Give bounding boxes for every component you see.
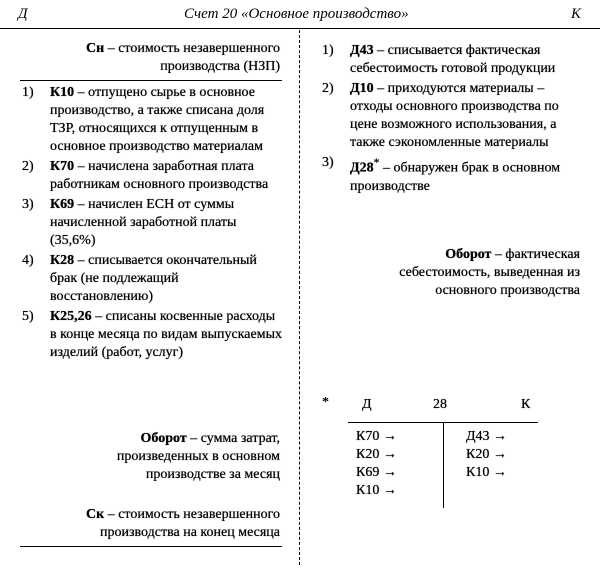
header-rule	[0, 28, 600, 29]
left-items	[22, 84, 284, 364]
taccount-debit-list	[356, 428, 397, 500]
taccount-debit-entry: К70 →	[356, 429, 397, 444]
taccount-credit-list	[466, 428, 507, 482]
right-items	[322, 42, 584, 198]
taccount-debit: Д	[362, 397, 372, 412]
taccount-star: *	[322, 395, 329, 410]
taccount-credit-entry: К10 →	[466, 465, 507, 480]
right-item: 3) Д28* – обнаружен брак в основном производстве	[322, 155, 561, 194]
opening-rule	[20, 80, 282, 81]
opening-text: – стоимость незавершенного производства (НЗП)	[107, 41, 280, 74]
header-title: Счет 20 «Основное производство»	[184, 6, 409, 22]
left-item: 2) К70 – начислена заработная плата работникам основного производства	[22, 159, 269, 192]
header-credit: К	[571, 6, 581, 22]
left-turnover	[70, 430, 280, 484]
closing-balance	[40, 506, 280, 542]
taccount-debit-entry: К69 →	[356, 465, 397, 480]
taccount-debit-entry: К10 →	[356, 483, 397, 498]
column-divider	[299, 30, 300, 565]
right-turnover-label: Оборот	[445, 247, 492, 262]
taccount-center-rule	[443, 422, 444, 508]
taccount-debit-entry: К20 →	[356, 447, 397, 462]
right-turnover-text: – фактическая себестоимость, выведенная из основного производства	[399, 247, 580, 298]
left-item: 3) К69 – начислен ЕСН от суммы начисленной заработной платы (35,6%)	[22, 197, 237, 248]
left-item: 5) К25,26 – списаны косвенные расходы в конце месяца по видам выпускаемых изделий (работ, услуг)	[22, 309, 282, 360]
taccount-credit: К	[521, 397, 531, 412]
left-item: 1) К10 – отпущено сырье в основное производство, а также списана доля ТЗР, относящихся к отпущенным в основное производство материалам	[22, 85, 265, 154]
opening-balance	[40, 40, 280, 76]
closing-label: Ск	[86, 507, 105, 522]
right-item: 1) Д43 – списывается фактическая себестоимость готовой продукции	[322, 43, 556, 76]
left-turnover-text: – сумма затрат, произведенных в основном производстве за месяц	[116, 431, 280, 482]
closing-text: – стоимость незавершенного производства на конец месяца	[100, 507, 280, 540]
taccount-credit-entry: К20 →	[466, 447, 507, 462]
taccount-credit-entry: Д43 →	[466, 429, 508, 444]
taccount-number: 28	[433, 397, 447, 412]
header-debit: Д	[18, 6, 28, 22]
opening-label: Сн	[86, 41, 105, 56]
right-item: 2) Д10 – приходуются материалы – отходы основного производства по цене возможного использования, а также сэкономленные материалы	[322, 81, 559, 150]
right-turnover	[360, 246, 580, 300]
closing-rule	[20, 546, 282, 547]
left-turnover-label: Оборот	[140, 431, 187, 446]
left-item: 4) К28 – списывается окончательный брак (не подлежащий восстановлению)	[22, 253, 257, 304]
